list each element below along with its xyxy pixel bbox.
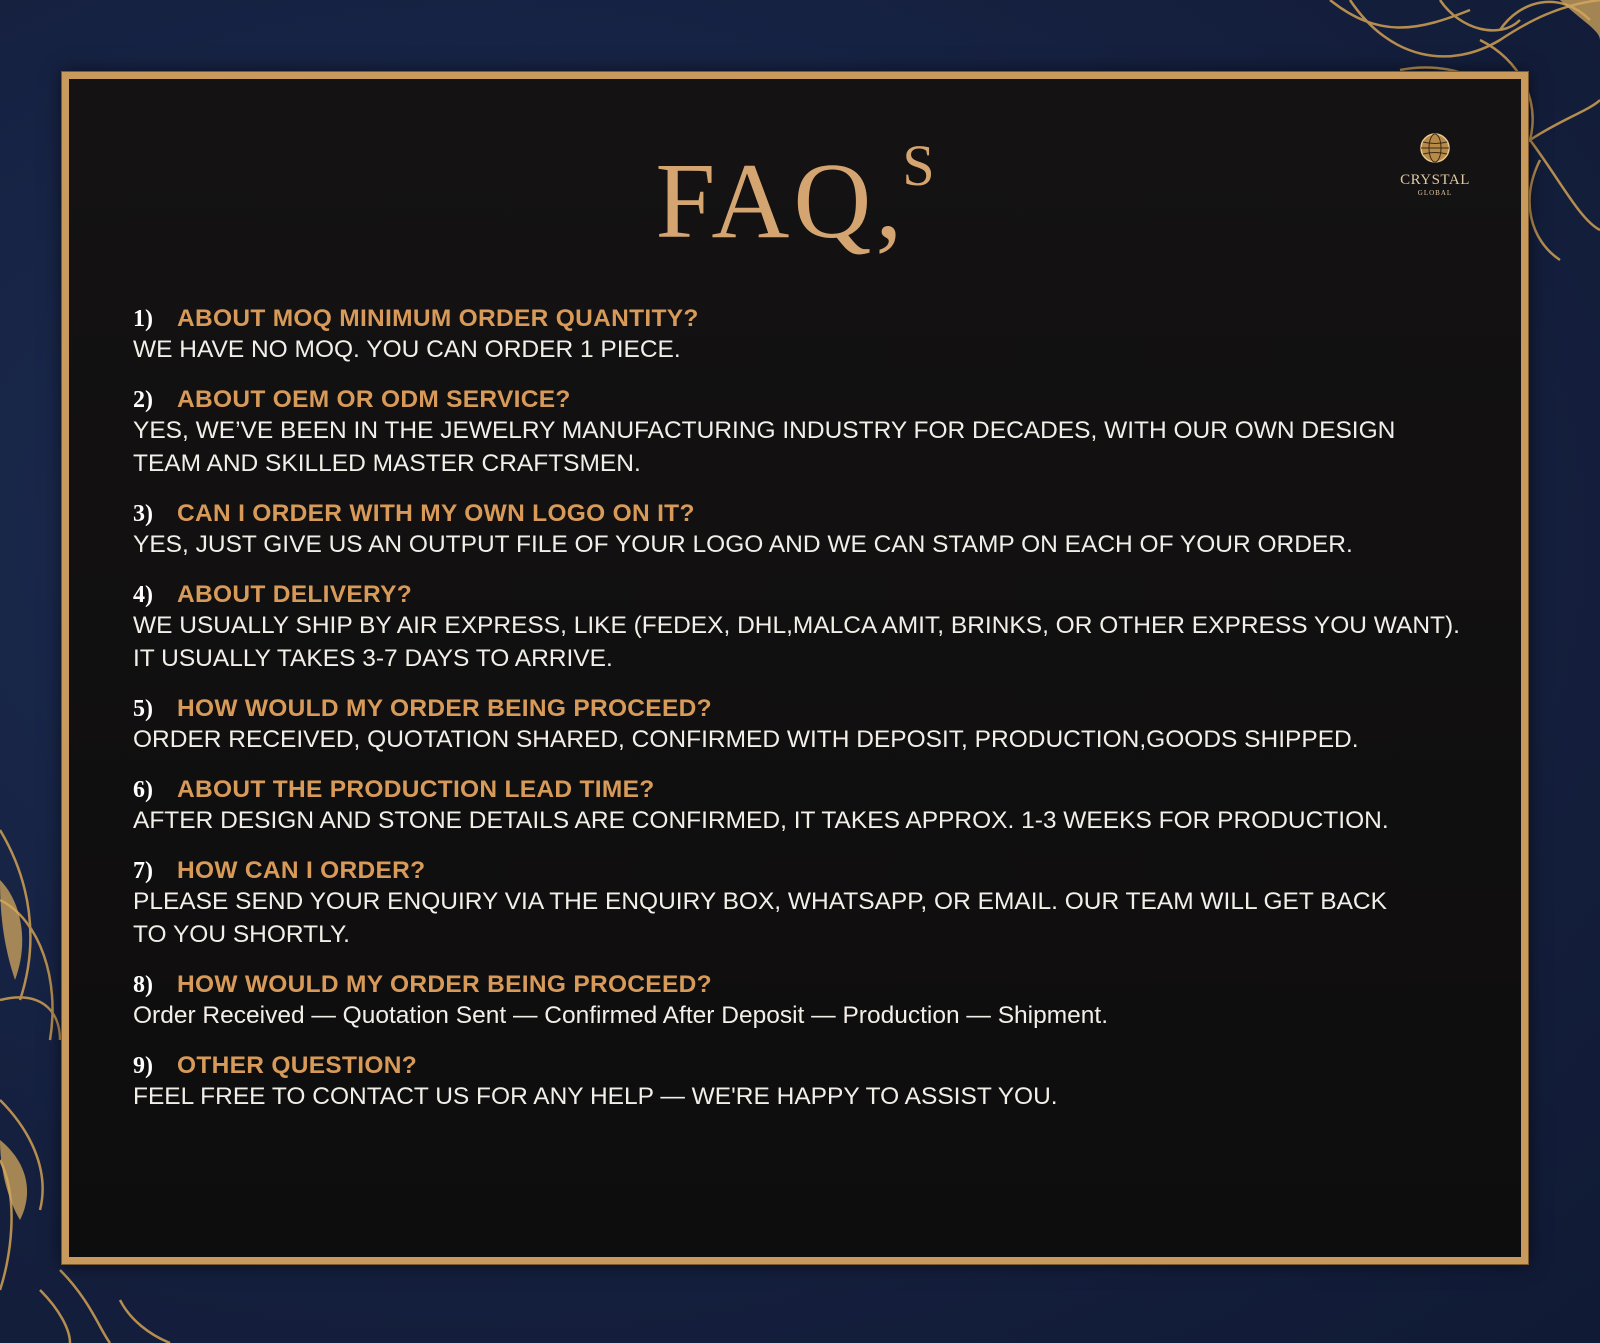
faq-question: CAN I ORDER WITH MY OWN LOGO ON IT? (177, 500, 695, 527)
faq-answer: Order Received — Quotation Sent — Confirmed After Deposit — Production — Shipment. (133, 1002, 1108, 1029)
faq-question: OTHER QUESTION? (177, 1052, 417, 1079)
title-superscript: S (902, 133, 935, 198)
faq-number: 7) (133, 858, 153, 884)
faq-answer: WE USUALLY SHIP BY AIR EXPRESS, LIKE (FEDEX, DHL,MALCA AMIT, BRINKS, OR OTHER EXPRESS YOU WANT). IT USUALLY TAKES 3-7 DAYS TO ARRIVE. (133, 612, 1460, 672)
faq-number: 6) (133, 777, 153, 803)
faq-panel (62, 72, 1528, 1264)
faq-question: ABOUT MOQ MINIMUM ORDER QUANTITY? (177, 305, 699, 332)
faq-answer: PLEASE SEND YOUR ENQUIRY VIA THE ENQUIRY BOX, WHATSAPP, OR EMAIL. OUR TEAM WILL GET BACK TO YOU SHORTLY. (133, 888, 1387, 948)
faq-answer: YES, JUST GIVE US AN OUTPUT FILE OF YOUR LOGO AND WE CAN STAMP ON EACH OF YOUR ORDER. (133, 531, 1353, 558)
logo-brand: CRYSTAL (1400, 172, 1470, 188)
faq-number: 5) (133, 696, 153, 722)
faq-item (133, 386, 1493, 480)
faq-item (133, 1052, 1493, 1113)
crystal-global-logo (1395, 131, 1475, 197)
faq-number: 4) (133, 582, 153, 608)
faq-question: HOW WOULD MY ORDER BEING PROCEED? (177, 695, 712, 722)
page-title (69, 133, 1521, 261)
faq-number: 1) (133, 306, 153, 332)
faq-question: ABOUT OEM OR ODM SERVICE? (177, 386, 571, 413)
faq-question: HOW CAN I ORDER? (177, 857, 426, 884)
faq-answer: YES, WE’VE BEEN IN THE JEWELRY MANUFACTURING INDUSTRY FOR DECADES, WITH OUR OWN DESIGN TEAM AND SKILLED MASTER CRAFTSMEN. (133, 417, 1396, 477)
faq-number: 2) (133, 387, 153, 413)
faq-item (133, 776, 1493, 837)
faq-item (133, 500, 1493, 561)
faq-number: 9) (133, 1053, 153, 1079)
faq-answer: WE HAVE NO MOQ. YOU CAN ORDER 1 PIECE. (133, 336, 681, 363)
faq-item (133, 857, 1493, 951)
faq-question: ABOUT DELIVERY? (177, 581, 412, 608)
faq-number: 8) (133, 972, 153, 998)
faq-item (133, 971, 1493, 1032)
faq-number: 3) (133, 501, 153, 527)
logo-sub: GLOBAL (1417, 189, 1453, 197)
title-main: FAQ, (655, 142, 907, 261)
faq-item (133, 581, 1493, 675)
faq-item (133, 695, 1493, 756)
globe-icon (1418, 131, 1452, 165)
faq-question: ABOUT THE PRODUCTION LEAD TIME? (177, 776, 655, 803)
faq-answer: ORDER RECEIVED, QUOTATION SHARED, CONFIRMED WITH DEPOSIT, PRODUCTION,GOODS SHIPPED. (133, 726, 1359, 753)
faq-answer: FEEL FREE TO CONTACT US FOR ANY HELP — WE'RE HAPPY TO ASSIST YOU. (133, 1083, 1058, 1110)
faq-item (133, 305, 1493, 366)
faq-answer: AFTER DESIGN AND STONE DETAILS ARE CONFIRMED, IT TAKES APPROX. 1-3 WEEKS FOR PRODUCTION. (133, 807, 1389, 834)
faq-question: HOW WOULD MY ORDER BEING PROCEED? (177, 971, 712, 998)
faq-list (133, 305, 1493, 1133)
